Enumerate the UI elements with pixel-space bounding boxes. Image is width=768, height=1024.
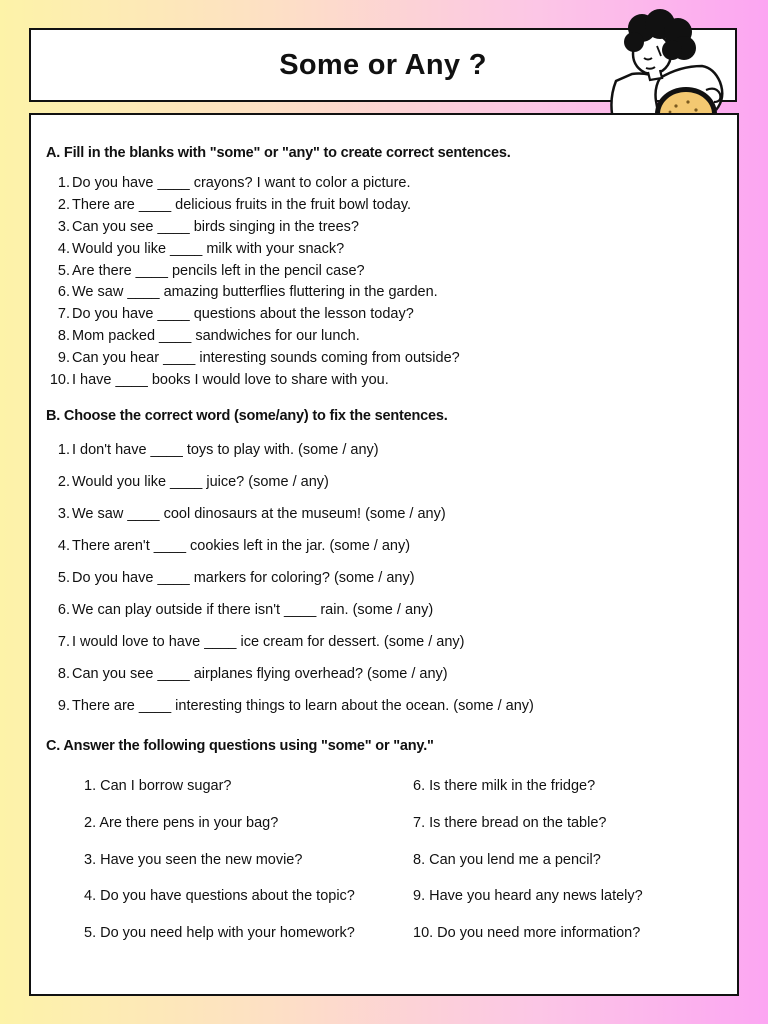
list-item: 6. We can play outside if there isn't ____ rain. (some / any) <box>57 602 434 618</box>
list-item: 2. Would you like ____ juice? (some / any) <box>57 474 329 490</box>
section-b-heading: B. Choose the correct word (some/any) to fix the sentences. <box>46 408 448 424</box>
list-item: 10. Do you need more information? <box>413 925 641 942</box>
list-item: 10. I have ____ books I would love to share with you. <box>49 372 389 389</box>
list-item: 9. Can you hear ____ interesting sounds coming from outside? <box>57 350 460 367</box>
section-a-list <box>46 173 460 392</box>
list-item: 5. Do you need help with your homework? <box>84 925 355 942</box>
list-item: 2. There are ____ delicious fruits in the fruit bowl today. <box>57 196 412 213</box>
list-item: 4. Would you like ____ milk with your snack? <box>57 240 345 257</box>
list-item: 3. We saw ____ cool dinosaurs at the museum! (some / any) <box>57 506 446 522</box>
list-item: 3. Can you see ____ birds singing in the trees? <box>57 218 359 235</box>
list-item: 1. Do you have ____ crayons? I want to color a picture. <box>57 175 411 191</box>
section-b-list <box>46 434 534 722</box>
list-item: 6. We saw ____ amazing butterflies fluttering in the garden. <box>57 284 438 301</box>
list-item: 6. Is there milk in the fridge? <box>413 778 596 794</box>
list-item: 7. I would love to have ____ ice cream for dessert. (some / any) <box>57 634 465 650</box>
list-item: 8. Mom packed ____ sandwiches for our lunch. <box>57 328 360 345</box>
list-item: 9. Have you heard any news lately? <box>413 888 643 905</box>
section-c-right-column <box>413 768 643 952</box>
list-item: 9. There are ____ interesting things to learn about the ocean. (some / any) <box>57 698 534 714</box>
list-item: 8. Can you lend me a pencil? <box>413 851 601 868</box>
list-item: 8. Can you see ____ airplanes flying overhead? (some / any) <box>57 666 448 682</box>
section-c-left-column <box>84 768 355 952</box>
list-item: 5. Do you have ____ markers for coloring? (some / any) <box>57 570 415 586</box>
list-item: 7. Do you have ____ questions about the lesson today? <box>57 306 414 323</box>
list-item: 7. Is there bread on the table? <box>413 814 607 831</box>
list-item: 3. Have you seen the new movie? <box>84 851 303 868</box>
list-item: 5. Are there ____ pencils left in the pencil case? <box>57 262 365 279</box>
list-item: 4. There aren't ____ cookies left in the jar. (some / any) <box>57 538 411 554</box>
list-item: 1. I don't have ____ toys to play with. (some / any) <box>57 442 379 458</box>
list-item: 2. Are there pens in your bag? <box>84 814 279 831</box>
list-item: 1. Can I borrow sugar? <box>84 778 232 794</box>
page-title: Some or Any ? <box>279 48 487 81</box>
section-c-heading: C. Answer the following questions using "some" or "any." <box>46 738 434 754</box>
list-item: 4. Do you have questions about the topic? <box>84 888 355 905</box>
section-a-heading: A. Fill in the blanks with "some" or "any" to create correct sentences. <box>46 145 511 161</box>
